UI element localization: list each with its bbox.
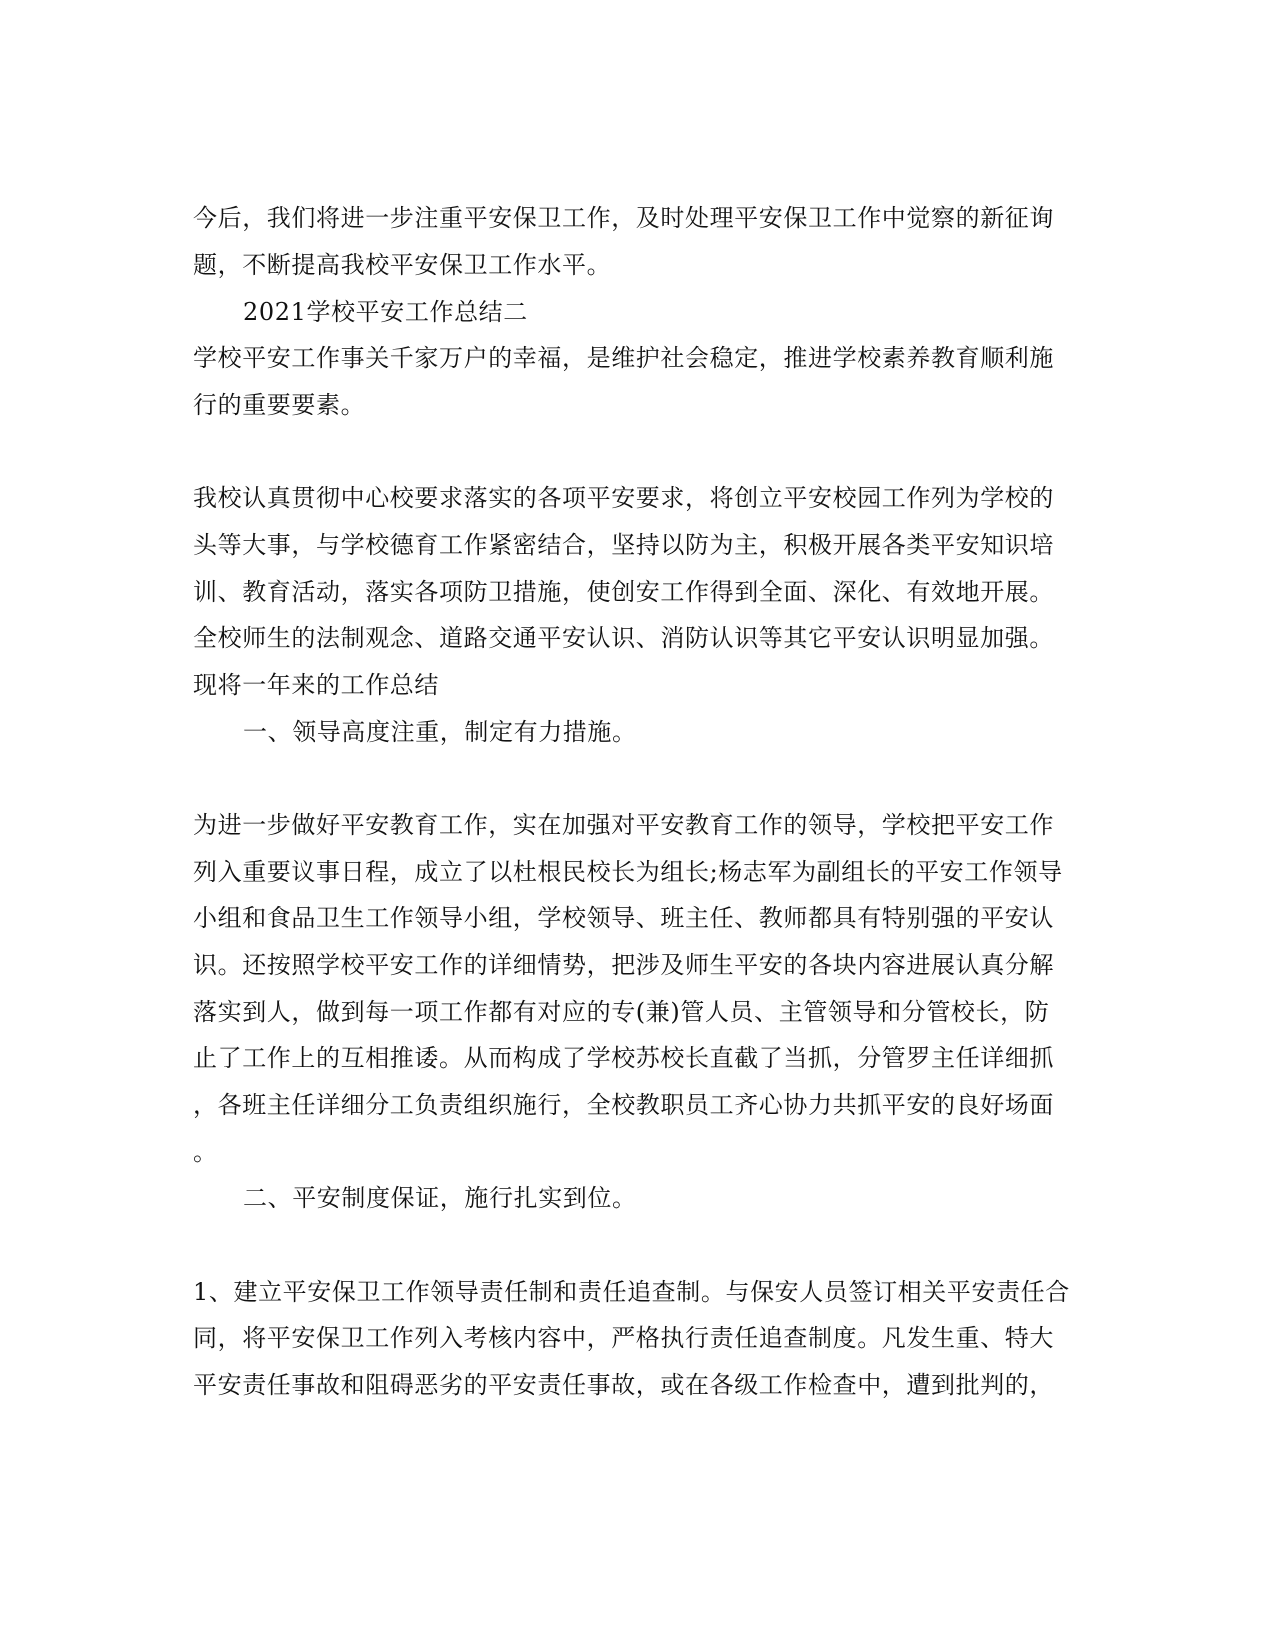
text-line: 。 <box>193 1138 218 1166</box>
text-line: 列入重要议事日程，成立了以杜根民校长为组长;杨志军为副组长的平安工作领导 <box>193 858 1063 886</box>
text-line: 落实到人，做到每一项工作都有对应的专(兼)管人员、主管领导和分管校长，防 <box>193 998 1050 1026</box>
text-line: 我校认真贯彻中心校要求落实的各项平安要求，将创立平安校园工作列为学校的 <box>193 484 1054 512</box>
text-line: 训、教育活动，落实各项防卫措施，使创安工作得到全面、深化、有效地开展。 <box>193 578 1054 606</box>
text-line: 平安责任事故和阻碍恶劣的平安责任事故，或在各级工作检查中，遭到批判的， <box>193 1371 1054 1399</box>
text-line: 同，将平安保卫工作列入考核内容中，严格执行责任追查制度。凡发生重、特大 <box>193 1324 1054 1352</box>
text-line: 1、建立平安保卫工作领导责任制和责任追查制。与保安人员签订相关平安责任合 <box>193 1278 1070 1306</box>
text-line: 小组和食品卫生工作领导小组，学校领导、班主任、教师都具有特别强的平安认 <box>193 904 1054 932</box>
text-line: 止了工作上的互相推诿。从而构成了学校苏校长直截了当抓，分管罗主任详细抓 <box>193 1044 1054 1072</box>
text-line: 今后，我们将进一步注重平安保卫工作，及时处理平安保卫工作中觉察的新征询 <box>193 204 1054 232</box>
text-line: 识。还按照学校平安工作的详细情势，把涉及师生平安的各块内容进展认真分解 <box>193 951 1054 979</box>
section-heading: 二、平安制度保证，施行扎实到位。 <box>243 1184 637 1212</box>
text-line: 行的重要要素。 <box>193 391 366 419</box>
text-line: 题，不断提高我校平安保卫工作水平。 <box>193 251 612 279</box>
text-line: 学校平安工作事关千家万户的幸福，是维护社会稳定，推进学校素养教育顺利施 <box>193 344 1054 372</box>
text-line: ，各班主任详细分工负责组织施行，全校教职员工齐心协力共抓平安的良好场面 <box>193 1091 1054 1119</box>
text-line: 为进一步做好平安教育工作，实在加强对平安教育工作的领导，学校把平安工作 <box>193 811 1054 839</box>
section-heading: 一、领导高度注重，制定有力措施。 <box>243 718 637 746</box>
section-title: 2021学校平安工作总结二 <box>243 298 528 326</box>
text-line: 现将一年来的工作总结 <box>193 671 439 699</box>
text-line: 全校师生的法制观念、道路交通平安认识、消防认识等其它平安认识明显加强。 <box>193 624 1054 652</box>
text-line: 头等大事，与学校德育工作紧密结合，坚持以防为主，积极开展各类平安知识培 <box>193 531 1054 559</box>
